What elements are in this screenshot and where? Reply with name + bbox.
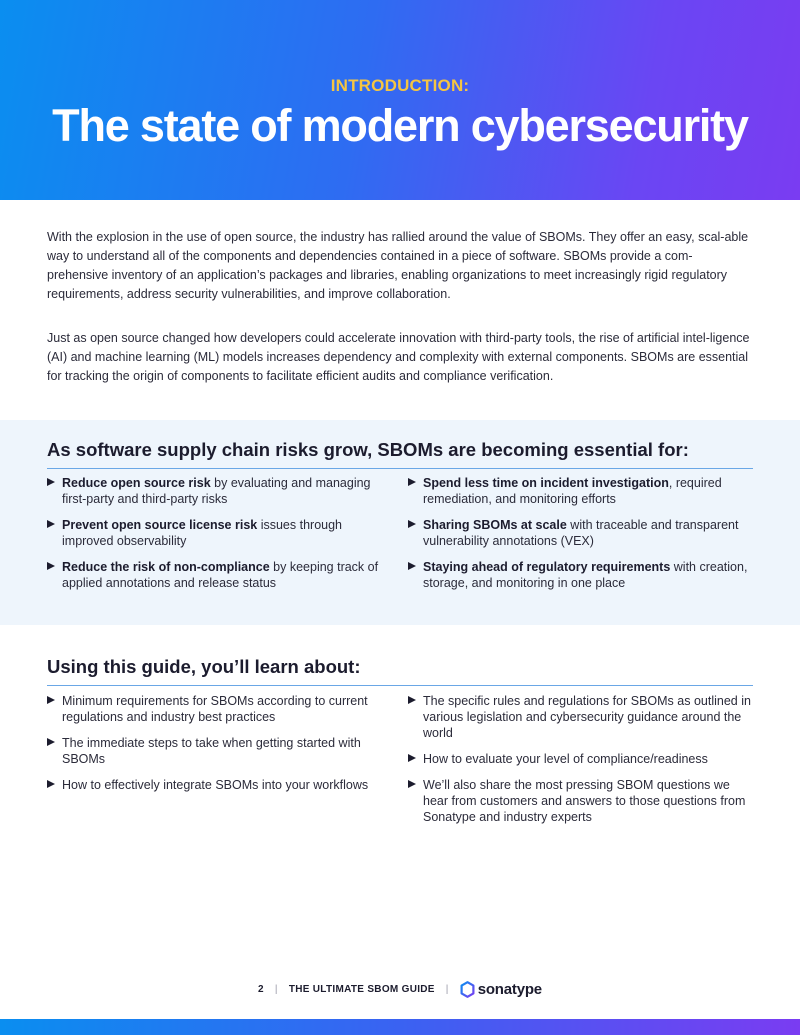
triangle-bullet-icon: [408, 780, 416, 788]
triangle-bullet-icon: [408, 754, 416, 762]
list-item-text: by evaluating and managing first-party and third-party risks: [62, 476, 371, 506]
list-item-bold: Spend less time on incident investigation: [423, 476, 669, 490]
list-item: [47, 517, 392, 549]
intro-paragraph-1: With the explosion in the use of open source, the industry has rallied around the value of SBOMs. They offer an easy, scal-able way to understand all of the components and dependencies contained in a piece of software. SBOMs provide a com-prehensive inventory of an application’s packages and libraries, enabling organizations to meet increasingly rigid regulatory requirements, address security vulnerabilities, and improve collaboration.: [47, 230, 749, 301]
list-item: [408, 777, 758, 825]
triangle-bullet-icon: [47, 780, 55, 788]
guide-list-right: [408, 693, 758, 835]
list-item-text: with traceable and transparent vulnerability annotations (VEX): [423, 518, 739, 548]
list-item: [408, 475, 758, 507]
guide-list-left: [47, 693, 392, 803]
essentials-list-right: [408, 475, 758, 601]
essentials-heading: As software supply chain risks grow, SBOMs are becoming essential for:: [47, 439, 753, 469]
triangle-bullet-icon: [47, 478, 55, 486]
triangle-bullet-icon: [408, 520, 416, 528]
list-item-text: with creation, storage, and monitoring in one place: [423, 560, 748, 590]
intro-paragraph-2: Just as open source changed how developers could accelerate innovation with third-party tools, the rise of artificial intel-ligence (AI) and machine learning (ML) models increases dependency and complexity with external components. SBOMs are essential for tracking the origin of components to facilitate efficient audits and compliance verification.: [47, 331, 750, 383]
document-title: THE ULTIMATE SBOM GUIDE: [288, 983, 435, 995]
essentials-list-left: [47, 475, 392, 601]
triangle-bullet-icon: [47, 520, 55, 528]
triangle-bullet-icon: [408, 478, 416, 486]
guide-heading: Using this guide, you’ll learn about:: [47, 656, 753, 686]
triangle-bullet-icon: [47, 696, 55, 704]
page-title: The state of modern cybersecurity: [52, 100, 748, 151]
list-item-bold: Reduce the risk of non-compliance: [62, 560, 270, 574]
list-item-text: issues through improved observability: [62, 518, 343, 548]
list-item-text: , required remediation, and monitoring efforts: [423, 476, 722, 506]
hexagon-logo-icon: [460, 981, 475, 998]
list-item-bold: Sharing SBOMs at scale: [423, 518, 567, 532]
list-item: [408, 559, 758, 591]
footer-separator: |: [445, 983, 449, 995]
list-item-bold: Reduce open source risk: [62, 476, 211, 490]
list-item-text: How to effectively integrate SBOMs into your workflows: [62, 778, 369, 792]
list-item: [47, 475, 392, 507]
triangle-bullet-icon: [47, 562, 55, 570]
list-item: [408, 693, 758, 741]
list-item: [47, 693, 392, 725]
list-item: [47, 559, 392, 591]
list-item-text: The immediate steps to take when getting started with SBOMs: [62, 736, 361, 766]
eyebrow-label: INTRODUCTION:: [330, 76, 470, 95]
triangle-bullet-icon: [408, 696, 416, 704]
brand-name: sonatype: [477, 980, 542, 998]
list-item-text: Minimum requirements for SBOMs according to current regulations and industry best practices: [62, 694, 368, 724]
page-footer: [0, 980, 800, 998]
list-item: [47, 735, 392, 767]
list-item: [408, 517, 758, 549]
list-item-text: How to evaluate your level of compliance/readiness: [423, 752, 708, 766]
footer-separator: |: [274, 983, 278, 995]
list-item-text: The specific rules and regulations for SBOMs as outlined in various legislation and cybersecurity guidance around the world: [423, 694, 751, 740]
list-item-bold: Prevent open source license risk: [62, 518, 258, 532]
hero-banner: [0, 0, 800, 200]
list-item: [47, 777, 392, 793]
list-item-text: We’ll also share the most pressing SBOM questions we hear from customers and answers to those questions from Sonatype and industry experts: [423, 778, 746, 824]
bottom-gradient-bar: [0, 1019, 800, 1035]
triangle-bullet-icon: [47, 738, 55, 746]
sonatype-logo: [460, 981, 542, 998]
page-number: 2: [258, 983, 264, 995]
triangle-bullet-icon: [408, 562, 416, 570]
list-item-bold: Staying ahead of regulatory requirements: [423, 560, 671, 574]
list-item: [408, 751, 758, 767]
list-item-text: by keeping track of applied annotations and release status: [62, 560, 379, 590]
